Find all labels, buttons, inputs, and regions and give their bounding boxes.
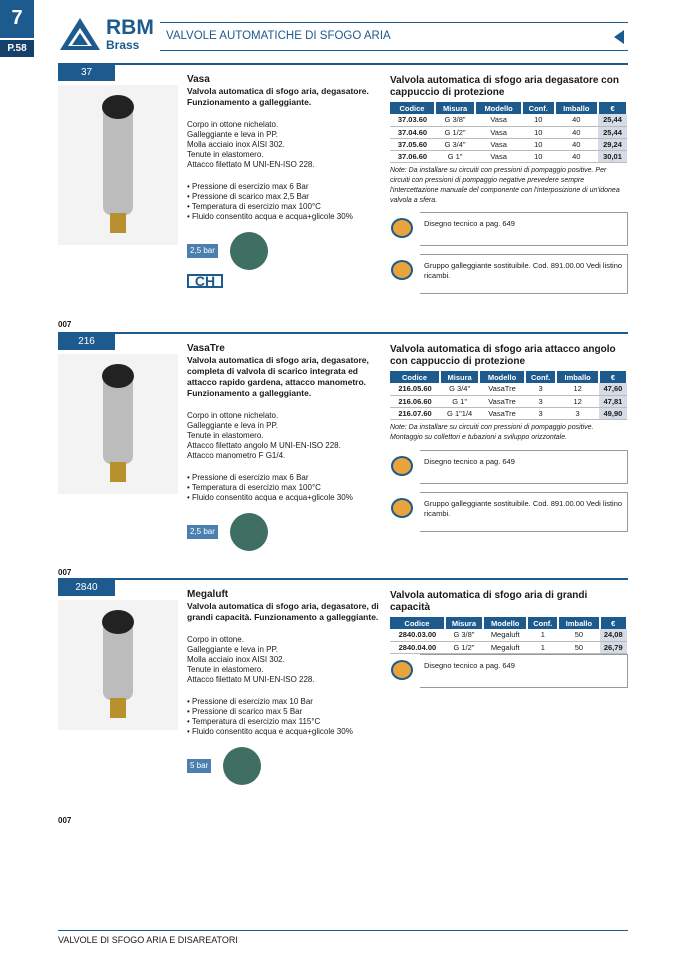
price-table — [390, 102, 628, 163]
certification-seal-icon — [230, 232, 268, 270]
table-row — [390, 383, 627, 395]
table-cell: G 1"1/4 — [440, 407, 479, 419]
spec-bullet: • Fluido consentito acqua e acqua+glicole 30% — [187, 212, 387, 222]
product-description — [187, 590, 387, 785]
price-table-block — [390, 344, 628, 443]
table-cell: Vasa — [475, 114, 522, 126]
table-row — [390, 138, 627, 150]
table-note: Note: Da installare su circuiti con pressioni di pompaggio positive. Per circuiti con pressioni di pompaggio negative prevedere sempre l'intercettazione manuale del componente con l'interposizione di un'idonea valvola a sfera. — [390, 166, 620, 204]
column-header: Imballo — [556, 371, 598, 383]
spec-line: Attacco filettato M UNI-EN-ISO 228. — [187, 160, 315, 169]
section-divider — [58, 332, 628, 334]
spare-parts-note: Gruppo galleggiante sostituibile. Cod. 891.00.00 Vedi listino ricambi. — [420, 492, 628, 532]
table-cell: 49,90 — [599, 407, 627, 419]
back-arrow-icon[interactable] — [614, 30, 624, 44]
table-cell: G 1/2" — [435, 126, 475, 138]
table-note: Note: Da installare su circuiti con pressioni di pompaggio positive. Montaggio su collettori e tubazioni a sviluppo orizzontale. — [390, 423, 594, 441]
table-cell: 10 — [522, 138, 555, 150]
table-cell: Vasa — [475, 126, 522, 138]
column-header: € — [598, 102, 627, 114]
product-code-tab: 2840 — [58, 580, 115, 596]
column-header: Misura — [440, 371, 479, 383]
spec-bullet: • Temperatura di esercizio max 100°C — [187, 483, 387, 493]
product-subtitle: Valvola automatica di sfogo aria, degasatore, di grandi capacità. Funzionamento a galleggiante. — [187, 601, 379, 622]
table-cell: 1 — [527, 641, 558, 653]
table-cell: Vasa — [475, 138, 522, 150]
table-cell: VasaTre — [479, 383, 524, 395]
product-image — [58, 354, 178, 494]
page-title: VALVOLE AUTOMATICHE DI SFOGO ARIA — [166, 30, 391, 42]
table-cell: 12 — [556, 395, 598, 407]
table-row — [390, 150, 627, 162]
table-row — [390, 395, 627, 407]
table-title: Valvola automatica di sfogo aria attacco angolo con cappuccio di protezione — [390, 344, 616, 367]
table-row — [390, 641, 627, 653]
drawing-icon — [391, 660, 413, 680]
table-cell: 37.03.60 — [390, 114, 435, 126]
table-cell: G 1/2" — [445, 641, 483, 653]
table-cell: 3 — [525, 383, 557, 395]
category-code: 007 — [58, 320, 72, 329]
spec-bullet: • Pressione di scarico max 5 Bar — [187, 707, 387, 717]
table-cell: 30,01 — [598, 150, 627, 162]
category-code: 007 — [58, 568, 72, 577]
spec-bullet: • Pressione di scarico max 2,5 Bar — [187, 192, 387, 202]
spec-bullet: • Temperatura di esercizio max 115°C — [187, 717, 387, 727]
table-cell: G 3/8" — [435, 114, 475, 126]
product-image — [58, 85, 178, 245]
spec-bullet: • Pressione di esercizio max 6 Bar — [187, 182, 387, 192]
column-header: Imballo — [555, 102, 599, 114]
pressure-badge: 2,5 bar — [187, 525, 218, 539]
technical-drawing-note: Disegno tecnico a pag. 649 — [420, 212, 628, 246]
pressure-badge: 2,5 bar — [187, 244, 218, 258]
table-cell: 24,08 — [600, 629, 627, 641]
table-cell: 2840.04.00 — [390, 641, 445, 653]
spec-line: Corpo in ottone. — [187, 635, 244, 644]
spec-bullet: • Fluido consentito acqua e acqua+glicole 30% — [187, 727, 387, 737]
spec-line: Molla acciaio inox AISI 302. — [187, 140, 285, 149]
technical-drawing-note: Disegno tecnico a pag. 649 — [420, 654, 628, 688]
category-code: 007 — [58, 816, 72, 825]
spec-line: Attacco manometro F G1/4. — [187, 451, 286, 460]
price-table-block — [390, 590, 628, 654]
spec-line: Corpo in ottone nichelato. — [187, 120, 279, 129]
table-cell: 12 — [556, 383, 598, 395]
column-header: Codice — [390, 371, 440, 383]
pressure-badge: 5 bar — [187, 759, 211, 773]
table-cell: 50 — [558, 629, 599, 641]
column-header: Misura — [435, 102, 475, 114]
product-code-tab: 216 — [58, 334, 115, 350]
table-cell: 29,24 — [598, 138, 627, 150]
spec-line: Tenute in elastomero. — [187, 431, 264, 440]
product-subtitle: Valvola automatica di sfogo aria, degasatore. Funzionamento a galleggiante. — [187, 86, 369, 107]
product-description — [187, 75, 387, 288]
footer-divider — [58, 930, 628, 931]
product-description — [187, 344, 387, 551]
table-cell: G 3/4" — [440, 383, 479, 395]
table-cell: 2840.03.00 — [390, 629, 445, 641]
table-title: Valvola automatica di sfogo aria degasatore con cappuccio di protezione — [390, 75, 619, 98]
spec-line: Molla acciaio inox AISI 302. — [187, 655, 285, 664]
page-number: P.58 — [0, 40, 34, 57]
table-cell: 216.07.60 — [390, 407, 440, 419]
table-cell: 40 — [555, 126, 599, 138]
table-cell: 10 — [522, 114, 555, 126]
drawing-icon — [391, 456, 413, 476]
table-cell: VasaTre — [479, 395, 524, 407]
column-header: Modello — [483, 617, 527, 629]
table-cell: 25,44 — [598, 126, 627, 138]
technical-drawing-note: Disegno tecnico a pag. 649 — [420, 450, 628, 484]
table-cell: 10 — [522, 150, 555, 162]
table-cell: Megaluft — [483, 629, 527, 641]
column-header: Modello — [479, 371, 524, 383]
table-row — [390, 126, 627, 138]
chapter-number: 7 — [0, 0, 34, 38]
product-subtitle: Valvola automatica di sfogo aria, degasatore, completa di valvola di scarico integrata ed attacco rapido gardena, attacco manometro. Funzionamento a galleggiante. — [187, 355, 369, 398]
ch-cert-logo: CH — [187, 274, 223, 288]
spec-line: Tenute in elastomero. — [187, 665, 264, 674]
column-header: Conf. — [527, 617, 558, 629]
table-row — [390, 629, 627, 641]
column-header: Codice — [390, 617, 445, 629]
spec-line: Attacco filettato M UNI-EN-ISO 228. — [187, 675, 315, 684]
table-cell: 40 — [555, 138, 599, 150]
table-cell: 37.06.60 — [390, 150, 435, 162]
table-cell: 216.06.60 — [390, 395, 440, 407]
table-cell: 1 — [527, 629, 558, 641]
section-divider — [58, 578, 628, 580]
spec-line: Attacco filettato angolo M UNI-EN-ISO 228. — [187, 441, 341, 450]
table-cell: 47,60 — [599, 383, 627, 395]
column-header: Imballo — [558, 617, 599, 629]
float-group-icon — [391, 260, 413, 280]
rbm-logo: RBM Brass — [58, 16, 158, 54]
spec-bullet: • Temperatura di esercizio max 100°C — [187, 202, 387, 212]
table-cell: G 1" — [440, 395, 479, 407]
table-cell: VasaTre — [479, 407, 524, 419]
table-cell: 216.05.60 — [390, 383, 440, 395]
table-cell: 37.05.60 — [390, 138, 435, 150]
table-cell: 3 — [525, 407, 557, 419]
spec-bullet: • Pressione di esercizio max 6 Bar — [187, 473, 387, 483]
table-cell: 26,79 — [600, 641, 627, 653]
spec-line: Tenute in elastomero. — [187, 150, 264, 159]
spare-parts-note: Gruppo galleggiante sostituibile. Cod. 891.00.00 Vedi listino ricambi. — [420, 254, 628, 294]
table-row — [390, 407, 627, 419]
table-cell: 3 — [556, 407, 598, 419]
table-cell: G 3/8" — [445, 629, 483, 641]
table-cell: 40 — [555, 114, 599, 126]
price-table — [390, 617, 628, 654]
product-code-tab: 37 — [58, 65, 115, 81]
product-name: Vasa — [187, 74, 210, 85]
table-cell: G 1" — [435, 150, 475, 162]
column-header: Conf. — [522, 102, 555, 114]
certification-seal-icon — [223, 747, 261, 785]
column-header: € — [600, 617, 627, 629]
spec-line: Corpo in ottone nichelato. — [187, 411, 279, 420]
certification-seal-icon — [230, 513, 268, 551]
table-cell: 25,44 — [598, 114, 627, 126]
table-cell: Megaluft — [483, 641, 527, 653]
table-cell: 37.04.60 — [390, 126, 435, 138]
table-cell: 50 — [558, 641, 599, 653]
column-header: Modello — [475, 102, 522, 114]
table-cell: 47,81 — [599, 395, 627, 407]
table-cell: 3 — [525, 395, 557, 407]
table-cell: Vasa — [475, 150, 522, 162]
product-image — [58, 600, 178, 730]
product-name: VasaTre — [187, 343, 225, 354]
price-table-block — [390, 75, 628, 206]
column-header: Codice — [390, 102, 435, 114]
column-header: € — [599, 371, 627, 383]
table-cell: G 3/4" — [435, 138, 475, 150]
table-title: Valvola automatica di sfogo aria di grandi capacità — [390, 590, 588, 613]
column-header: Conf. — [525, 371, 557, 383]
spec-line: Galleggiante e leva in PP. — [187, 645, 279, 654]
section-divider — [58, 63, 628, 65]
table-row — [390, 114, 627, 126]
spec-bullet: • Fluido consentito acqua e acqua+glicole 30% — [187, 493, 387, 503]
footer-text: VALVOLE DI SFOGO ARIA E DISAREATORI — [58, 935, 238, 945]
table-cell: 10 — [522, 126, 555, 138]
table-cell: 40 — [555, 150, 599, 162]
product-name: Megaluft — [187, 589, 229, 600]
float-group-icon — [391, 498, 413, 518]
logo-triangle-icon — [58, 16, 102, 52]
spec-bullet: • Pressione di esercizio max 10 Bar — [187, 697, 387, 707]
drawing-icon — [391, 218, 413, 238]
column-header: Misura — [445, 617, 483, 629]
price-table — [390, 371, 628, 420]
spec-line: Galleggiante e leva in PP. — [187, 421, 279, 430]
spec-line: Galleggiante e leva in PP. — [187, 130, 279, 139]
